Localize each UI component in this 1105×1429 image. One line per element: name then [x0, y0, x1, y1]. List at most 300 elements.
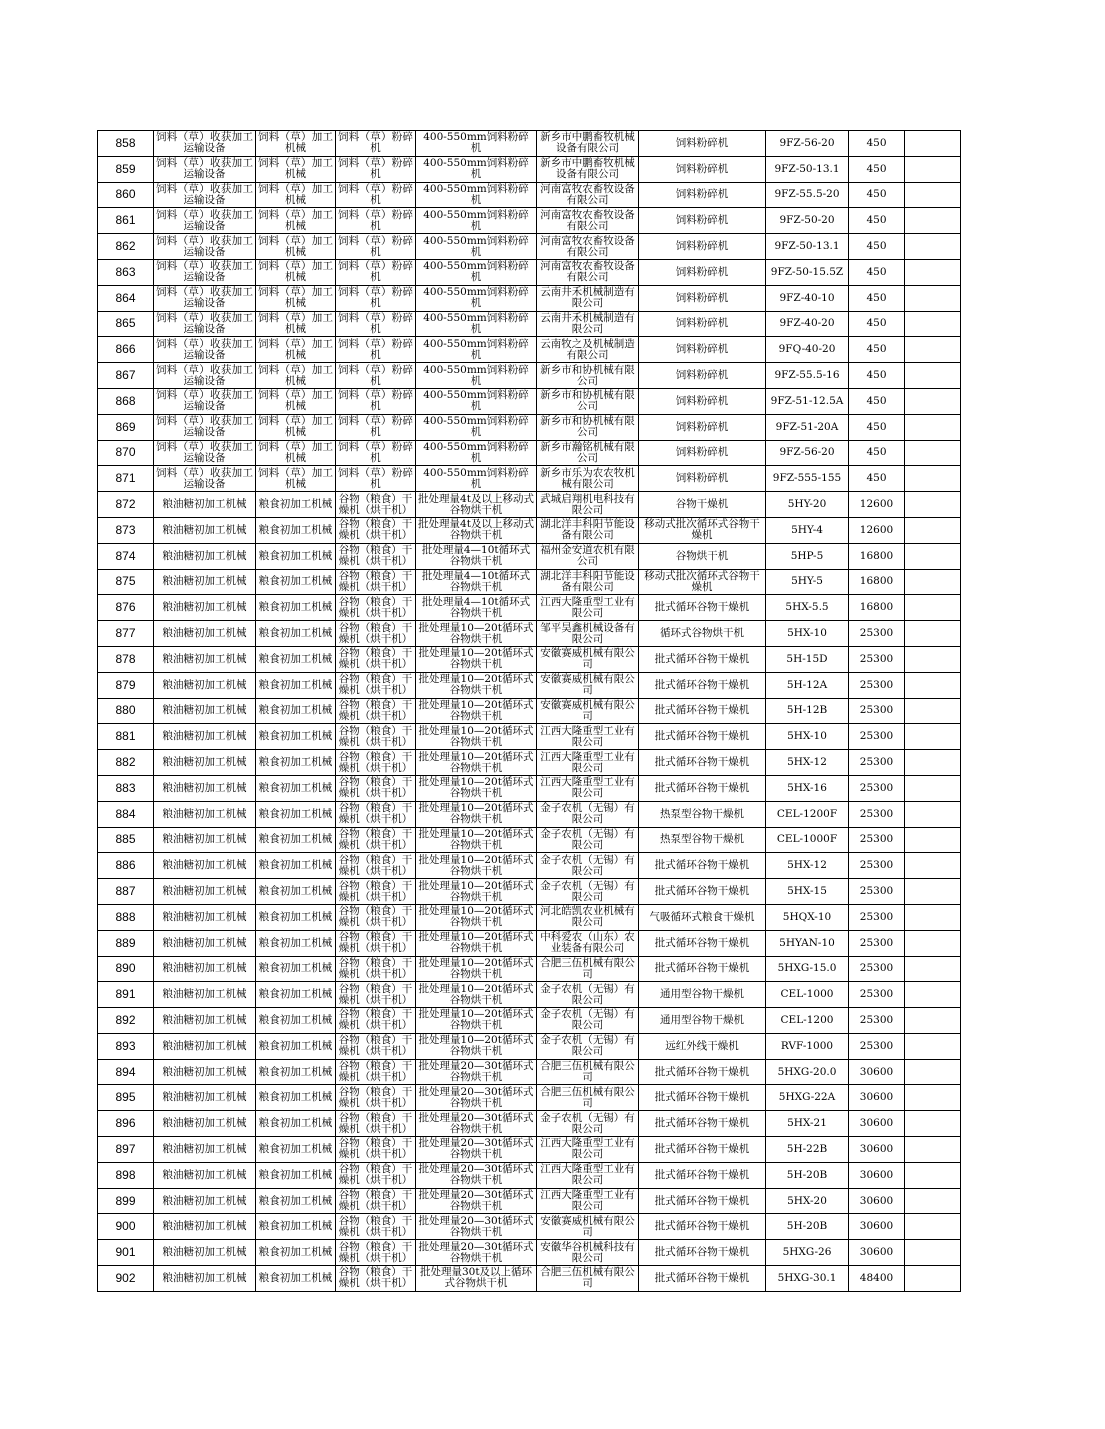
model-cell: 5H-20B — [766, 1162, 849, 1188]
item-cell: 饲料（草）粉碎机 — [336, 466, 416, 492]
row-number-cell: 896 — [98, 1111, 154, 1137]
manufacturer-cell: 湖北洋丰科阳节能设备有限公司 — [537, 517, 639, 543]
remark-cell — [905, 569, 961, 595]
remark-cell — [905, 646, 961, 672]
product-name-cell: 批式循环谷物干燥机 — [639, 1085, 766, 1111]
product-name-cell: 饲料粉碎机 — [639, 363, 766, 389]
subsidy-table — [97, 130, 961, 1292]
table-row — [98, 569, 961, 595]
subcategory-cell: 粮食初加工机械 — [256, 517, 336, 543]
category-cell: 粮油糖初加工机械 — [154, 569, 256, 595]
category-cell: 饲料（草）收获加工运输设备 — [154, 363, 256, 389]
remark-cell — [905, 259, 961, 285]
subcategory-cell: 粮食初加工机械 — [256, 1188, 336, 1214]
row-number-cell: 881 — [98, 724, 154, 750]
model-cell: 5HX-12 — [766, 750, 849, 776]
remark-cell — [905, 363, 961, 389]
row-number-cell: 864 — [98, 285, 154, 311]
subcategory-cell: 饲料（草）加工机械 — [256, 234, 336, 260]
subsidy-amount-cell: 12600 — [849, 517, 905, 543]
model-cell: 5H-15D — [766, 646, 849, 672]
row-number-cell: 870 — [98, 440, 154, 466]
subcategory-cell: 粮食初加工机械 — [256, 775, 336, 801]
table-row — [98, 879, 961, 905]
row-number-cell: 878 — [98, 646, 154, 672]
row-number-cell: 894 — [98, 1059, 154, 1085]
subsidy-amount-cell: 30600 — [849, 1162, 905, 1188]
product-name-cell: 批式循环谷物干燥机 — [639, 1162, 766, 1188]
table-row — [98, 801, 961, 827]
category-cell: 粮油糖初加工机械 — [154, 1008, 256, 1034]
subcategory-cell: 饲料（草）加工机械 — [256, 363, 336, 389]
subsidy-amount-cell: 450 — [849, 131, 905, 157]
row-number-cell: 871 — [98, 466, 154, 492]
category-cell: 粮油糖初加工机械 — [154, 1059, 256, 1085]
grade-cell: 批处理量20—30t循环式谷物烘干机 — [416, 1137, 537, 1163]
table-row — [98, 698, 961, 724]
manufacturer-cell: 江西大隆重型工业有限公司 — [537, 775, 639, 801]
subsidy-table-sheet — [97, 130, 961, 1292]
row-number-cell: 859 — [98, 156, 154, 182]
category-cell: 饲料（草）收获加工运输设备 — [154, 234, 256, 260]
remark-cell — [905, 285, 961, 311]
product-name-cell: 批式循环谷物干燥机 — [639, 879, 766, 905]
manufacturer-cell: 江西大隆重型工业有限公司 — [537, 750, 639, 776]
row-number-cell: 869 — [98, 414, 154, 440]
category-cell: 饲料（草）收获加工运输设备 — [154, 285, 256, 311]
grade-cell: 批处理量30t及以上循环式谷物烘干机 — [416, 1266, 537, 1292]
remark-cell — [905, 982, 961, 1008]
category-cell: 饲料（草）收获加工运输设备 — [154, 466, 256, 492]
grade-cell: 400-550mm饲料粉碎机 — [416, 440, 537, 466]
row-number-cell: 893 — [98, 1033, 154, 1059]
row-number-cell: 895 — [98, 1085, 154, 1111]
model-cell: 9FZ-55.5-20 — [766, 182, 849, 208]
grade-cell: 批处理量10—20t循环式谷物烘干机 — [416, 1008, 537, 1034]
category-cell: 粮油糖初加工机械 — [154, 1085, 256, 1111]
category-cell: 饲料（草）收获加工运输设备 — [154, 388, 256, 414]
item-cell: 谷物（粮食）干燥机（烘干机） — [336, 1266, 416, 1292]
product-name-cell: 批式循环谷物干燥机 — [639, 698, 766, 724]
grade-cell: 400-550mm饲料粉碎机 — [416, 285, 537, 311]
category-cell: 饲料（草）收获加工运输设备 — [154, 440, 256, 466]
remark-cell — [905, 621, 961, 647]
manufacturer-cell: 江西大隆重型工业有限公司 — [537, 1137, 639, 1163]
table-row — [98, 904, 961, 930]
category-cell: 饲料（草）收获加工运输设备 — [154, 131, 256, 157]
remark-cell — [905, 1008, 961, 1034]
product-name-cell: 热泵型谷物干燥机 — [639, 827, 766, 853]
model-cell: 5HX-10 — [766, 724, 849, 750]
manufacturer-cell: 江西大隆重型工业有限公司 — [537, 595, 639, 621]
subcategory-cell: 粮食初加工机械 — [256, 724, 336, 750]
item-cell: 饲料（草）粉碎机 — [336, 388, 416, 414]
item-cell: 饲料（草）粉碎机 — [336, 156, 416, 182]
subcategory-cell: 粮食初加工机械 — [256, 930, 336, 956]
category-cell: 粮油糖初加工机械 — [154, 750, 256, 776]
row-number-cell: 886 — [98, 853, 154, 879]
row-number-cell: 882 — [98, 750, 154, 776]
model-cell: 5H-20B — [766, 1214, 849, 1240]
row-number-cell: 885 — [98, 827, 154, 853]
subcategory-cell: 粮食初加工机械 — [256, 879, 336, 905]
category-cell: 粮油糖初加工机械 — [154, 1111, 256, 1137]
category-cell: 粮油糖初加工机械 — [154, 775, 256, 801]
item-cell: 谷物（粮食）干燥机（烘干机） — [336, 982, 416, 1008]
row-number-cell: 900 — [98, 1214, 154, 1240]
category-cell: 粮油糖初加工机械 — [154, 801, 256, 827]
item-cell: 饲料（草）粉碎机 — [336, 234, 416, 260]
subcategory-cell: 粮食初加工机械 — [256, 956, 336, 982]
subsidy-amount-cell: 30600 — [849, 1188, 905, 1214]
subcategory-cell: 粮食初加工机械 — [256, 1137, 336, 1163]
row-number-cell: 873 — [98, 517, 154, 543]
product-name-cell: 批式循环谷物干燥机 — [639, 1188, 766, 1214]
item-cell: 谷物（粮食）干燥机（烘干机） — [336, 1214, 416, 1240]
item-cell: 谷物（粮食）干燥机（烘干机） — [336, 956, 416, 982]
item-cell: 饲料（草）粉碎机 — [336, 363, 416, 389]
subsidy-amount-cell: 450 — [849, 440, 905, 466]
remark-cell — [905, 724, 961, 750]
subcategory-cell: 粮食初加工机械 — [256, 1085, 336, 1111]
subcategory-cell: 粮食初加工机械 — [256, 698, 336, 724]
remark-cell — [905, 1059, 961, 1085]
subcategory-cell: 饲料（草）加工机械 — [256, 466, 336, 492]
table-row — [98, 1137, 961, 1163]
product-name-cell: 饲料粉碎机 — [639, 182, 766, 208]
subcategory-cell: 粮食初加工机械 — [256, 569, 336, 595]
grade-cell: 批处理量20—30t循环式谷物烘干机 — [416, 1111, 537, 1137]
model-cell: 9FZ-51-12.5A — [766, 388, 849, 414]
subsidy-amount-cell: 450 — [849, 208, 905, 234]
model-cell: 5HXG-26 — [766, 1240, 849, 1266]
row-number-cell: 875 — [98, 569, 154, 595]
model-cell: 9FQ-40-20 — [766, 337, 849, 363]
remark-cell — [905, 543, 961, 569]
product-name-cell: 热泵型谷物干燥机 — [639, 801, 766, 827]
table-row — [98, 388, 961, 414]
subsidy-amount-cell: 25300 — [849, 775, 905, 801]
row-number-cell: 890 — [98, 956, 154, 982]
item-cell: 谷物（粮食）干燥机（烘干机） — [336, 1059, 416, 1085]
table-row — [98, 930, 961, 956]
item-cell: 饲料（草）粉碎机 — [336, 285, 416, 311]
subsidy-amount-cell: 450 — [849, 156, 905, 182]
subsidy-amount-cell: 30600 — [849, 1137, 905, 1163]
subsidy-amount-cell: 25300 — [849, 904, 905, 930]
subsidy-amount-cell: 30600 — [849, 1111, 905, 1137]
table-row — [98, 131, 961, 157]
grade-cell: 400-550mm饲料粉碎机 — [416, 363, 537, 389]
grade-cell: 批处理量10—20t循环式谷物烘干机 — [416, 646, 537, 672]
row-number-cell: 883 — [98, 775, 154, 801]
subsidy-amount-cell: 450 — [849, 285, 905, 311]
model-cell: 9FZ-50-13.1 — [766, 156, 849, 182]
item-cell: 谷物（粮食）干燥机（烘干机） — [336, 1033, 416, 1059]
subcategory-cell: 粮食初加工机械 — [256, 1059, 336, 1085]
product-name-cell: 批式循环谷物干燥机 — [639, 1137, 766, 1163]
product-name-cell: 批式循环谷物干燥机 — [639, 1111, 766, 1137]
model-cell: 5HY-20 — [766, 492, 849, 518]
model-cell: 9FZ-50-13.1 — [766, 234, 849, 260]
row-number-cell: 892 — [98, 1008, 154, 1034]
subsidy-amount-cell: 25300 — [849, 724, 905, 750]
grade-cell: 批处理量10—20t循环式谷物烘干机 — [416, 879, 537, 905]
manufacturer-cell: 安徽赛威机械有限公司 — [537, 1214, 639, 1240]
product-name-cell: 饲料粉碎机 — [639, 466, 766, 492]
table-row — [98, 1033, 961, 1059]
remark-cell — [905, 1162, 961, 1188]
table-row — [98, 337, 961, 363]
model-cell: 5HX-12 — [766, 853, 849, 879]
product-name-cell: 通用型谷物干燥机 — [639, 982, 766, 1008]
remark-cell — [905, 595, 961, 621]
remark-cell — [905, 517, 961, 543]
subcategory-cell: 饲料（草）加工机械 — [256, 208, 336, 234]
model-cell: 5HXG-22A — [766, 1085, 849, 1111]
manufacturer-cell: 安徽赛威机械有限公司 — [537, 698, 639, 724]
row-number-cell: 858 — [98, 131, 154, 157]
table-row — [98, 595, 961, 621]
subcategory-cell: 粮食初加工机械 — [256, 1008, 336, 1034]
category-cell: 粮油糖初加工机械 — [154, 646, 256, 672]
table-row — [98, 621, 961, 647]
subcategory-cell: 粮食初加工机械 — [256, 621, 336, 647]
product-name-cell: 饲料粉碎机 — [639, 440, 766, 466]
remark-cell — [905, 698, 961, 724]
remark-cell — [905, 956, 961, 982]
table-row — [98, 208, 961, 234]
subcategory-cell: 粮食初加工机械 — [256, 904, 336, 930]
subsidy-amount-cell: 450 — [849, 182, 905, 208]
subcategory-cell: 粮食初加工机械 — [256, 827, 336, 853]
row-number-cell: 872 — [98, 492, 154, 518]
product-name-cell: 饲料粉碎机 — [639, 311, 766, 337]
grade-cell: 400-550mm饲料粉碎机 — [416, 466, 537, 492]
model-cell: 5H-12A — [766, 672, 849, 698]
category-cell: 饲料（草）收获加工运输设备 — [154, 311, 256, 337]
item-cell: 谷物（粮食）干燥机（烘干机） — [336, 724, 416, 750]
category-cell: 饲料（草）收获加工运输设备 — [154, 156, 256, 182]
table-row — [98, 1240, 961, 1266]
category-cell: 粮油糖初加工机械 — [154, 1266, 256, 1292]
manufacturer-cell: 金子农机（无锡）有限公司 — [537, 827, 639, 853]
table-row — [98, 363, 961, 389]
subcategory-cell: 粮食初加工机械 — [256, 982, 336, 1008]
grade-cell: 批处理量10—20t循环式谷物烘干机 — [416, 930, 537, 956]
category-cell: 粮油糖初加工机械 — [154, 1214, 256, 1240]
category-cell: 粮油糖初加工机械 — [154, 672, 256, 698]
manufacturer-cell: 云南井禾机械制造有限公司 — [537, 285, 639, 311]
row-number-cell: 865 — [98, 311, 154, 337]
remark-cell — [905, 182, 961, 208]
table-row — [98, 646, 961, 672]
row-number-cell: 899 — [98, 1188, 154, 1214]
subsidy-amount-cell: 25300 — [849, 1008, 905, 1034]
manufacturer-cell: 新乡市中鹏畜牧机械设备有限公司 — [537, 131, 639, 157]
item-cell: 谷物（粮食）干燥机（烘干机） — [336, 750, 416, 776]
item-cell: 谷物（粮食）干燥机（烘干机） — [336, 543, 416, 569]
item-cell: 谷物（粮食）干燥机（烘干机） — [336, 827, 416, 853]
item-cell: 饲料（草）粉碎机 — [336, 414, 416, 440]
product-name-cell: 批式循环谷物干燥机 — [639, 595, 766, 621]
remark-cell — [905, 388, 961, 414]
subsidy-amount-cell: 450 — [849, 311, 905, 337]
product-name-cell: 移动式批次循环式谷物干燥机 — [639, 569, 766, 595]
subcategory-cell: 粮食初加工机械 — [256, 1266, 336, 1292]
grade-cell: 400-550mm饲料粉碎机 — [416, 311, 537, 337]
subcategory-cell: 饲料（草）加工机械 — [256, 337, 336, 363]
subsidy-amount-cell: 16800 — [849, 569, 905, 595]
remark-cell — [905, 930, 961, 956]
manufacturer-cell: 河南富牧农畜牧设备有限公司 — [537, 234, 639, 260]
grade-cell: 批处理量10—20t循环式谷物烘干机 — [416, 827, 537, 853]
manufacturer-cell: 福州金安道农机有限公司 — [537, 543, 639, 569]
category-cell: 粮油糖初加工机械 — [154, 827, 256, 853]
grade-cell: 400-550mm饲料粉碎机 — [416, 208, 537, 234]
grade-cell: 400-550mm饲料粉碎机 — [416, 131, 537, 157]
subsidy-amount-cell: 450 — [849, 259, 905, 285]
subsidy-amount-cell: 25300 — [849, 750, 905, 776]
table-row — [98, 414, 961, 440]
table-row — [98, 466, 961, 492]
manufacturer-cell: 河北皓凯农业机械有限公司 — [537, 904, 639, 930]
row-number-cell: 884 — [98, 801, 154, 827]
grade-cell: 400-550mm饲料粉碎机 — [416, 414, 537, 440]
item-cell: 谷物（粮食）干燥机（烘干机） — [336, 775, 416, 801]
subcategory-cell: 饲料（草）加工机械 — [256, 388, 336, 414]
table-row — [98, 1008, 961, 1034]
table-row — [98, 775, 961, 801]
product-name-cell: 批式循环谷物干燥机 — [639, 1240, 766, 1266]
model-cell: 5HY-4 — [766, 517, 849, 543]
model-cell: RVF-1000 — [766, 1033, 849, 1059]
grade-cell: 批处理量20—30t循环式谷物烘干机 — [416, 1240, 537, 1266]
manufacturer-cell: 河南富牧农畜牧设备有限公司 — [537, 208, 639, 234]
row-number-cell: 901 — [98, 1240, 154, 1266]
model-cell: 5HX-16 — [766, 775, 849, 801]
model-cell: 5HX-15 — [766, 879, 849, 905]
item-cell: 谷物（粮食）干燥机（烘干机） — [336, 930, 416, 956]
product-name-cell: 饲料粉碎机 — [639, 259, 766, 285]
remark-cell — [905, 750, 961, 776]
table-row — [98, 182, 961, 208]
table-row — [98, 1111, 961, 1137]
grade-cell: 批处理量10—20t循环式谷物烘干机 — [416, 775, 537, 801]
subsidy-amount-cell: 30600 — [849, 1240, 905, 1266]
product-name-cell: 批式循环谷物干燥机 — [639, 956, 766, 982]
category-cell: 粮油糖初加工机械 — [154, 1188, 256, 1214]
table-body — [98, 131, 961, 1292]
model-cell: 5HY-5 — [766, 569, 849, 595]
model-cell: 5H-12B — [766, 698, 849, 724]
model-cell: 9FZ-555-155 — [766, 466, 849, 492]
grade-cell: 批处理量4—10t循环式谷物烘干机 — [416, 595, 537, 621]
subcategory-cell: 饲料（草）加工机械 — [256, 414, 336, 440]
category-cell: 饲料（草）收获加工运输设备 — [154, 208, 256, 234]
subsidy-amount-cell: 450 — [849, 466, 905, 492]
grade-cell: 400-550mm饲料粉碎机 — [416, 337, 537, 363]
subcategory-cell: 饲料（草）加工机械 — [256, 259, 336, 285]
remark-cell — [905, 1214, 961, 1240]
grade-cell: 批处理量10—20t循环式谷物烘干机 — [416, 621, 537, 647]
grade-cell: 批处理量10—20t循环式谷物烘干机 — [416, 801, 537, 827]
model-cell: 9FZ-56-20 — [766, 440, 849, 466]
subsidy-amount-cell: 450 — [849, 234, 905, 260]
remark-cell — [905, 904, 961, 930]
remark-cell — [905, 466, 961, 492]
subsidy-amount-cell: 450 — [849, 337, 905, 363]
row-number-cell: 867 — [98, 363, 154, 389]
grade-cell: 批处理量20—30t循环式谷物烘干机 — [416, 1214, 537, 1240]
item-cell: 谷物（粮食）干燥机（烘干机） — [336, 517, 416, 543]
grade-cell: 400-550mm饲料粉碎机 — [416, 259, 537, 285]
grade-cell: 批处理量10—20t循环式谷物烘干机 — [416, 1033, 537, 1059]
manufacturer-cell: 中科爱农（山东）农业装备有限公司 — [537, 930, 639, 956]
category-cell: 粮油糖初加工机械 — [154, 1033, 256, 1059]
model-cell: 5HXG-20.0 — [766, 1059, 849, 1085]
product-name-cell: 批式循环谷物干燥机 — [639, 1059, 766, 1085]
table-row — [98, 1085, 961, 1111]
subcategory-cell: 饲料（草）加工机械 — [256, 131, 336, 157]
item-cell: 饲料（草）粉碎机 — [336, 311, 416, 337]
manufacturer-cell: 新乡市和协机械有限公司 — [537, 414, 639, 440]
table-row — [98, 724, 961, 750]
model-cell: 9FZ-51-20A — [766, 414, 849, 440]
item-cell: 饲料（草）粉碎机 — [336, 440, 416, 466]
manufacturer-cell: 新乡市和协机械有限公司 — [537, 363, 639, 389]
item-cell: 谷物（粮食）干燥机（烘干机） — [336, 1111, 416, 1137]
grade-cell: 批处理量4—10t循环式谷物烘干机 — [416, 543, 537, 569]
item-cell: 谷物（粮食）干燥机（烘干机） — [336, 646, 416, 672]
table-row — [98, 517, 961, 543]
model-cell: 5HQX-10 — [766, 904, 849, 930]
product-name-cell: 气吸循环式粮食干燥机 — [639, 904, 766, 930]
item-cell: 谷物（粮食）干燥机（烘干机） — [336, 879, 416, 905]
subsidy-amount-cell: 25300 — [849, 982, 905, 1008]
subsidy-amount-cell: 25300 — [849, 672, 905, 698]
grade-cell: 批处理量10—20t循环式谷物烘干机 — [416, 672, 537, 698]
table-row — [98, 285, 961, 311]
category-cell: 粮油糖初加工机械 — [154, 595, 256, 621]
manufacturer-cell: 金子农机（无锡）有限公司 — [537, 853, 639, 879]
model-cell: 5H-22B — [766, 1137, 849, 1163]
table-row — [98, 750, 961, 776]
table-row — [98, 1266, 961, 1292]
category-cell: 粮油糖初加工机械 — [154, 879, 256, 905]
manufacturer-cell: 邹平昊鑫机械设备有限公司 — [537, 621, 639, 647]
grade-cell: 批处理量4t及以上移动式谷物烘干机 — [416, 517, 537, 543]
remark-cell — [905, 492, 961, 518]
remark-cell — [905, 1266, 961, 1292]
product-name-cell: 批式循环谷物干燥机 — [639, 1266, 766, 1292]
grade-cell: 批处理量10—20t循环式谷物烘干机 — [416, 698, 537, 724]
manufacturer-cell: 云南井禾机械制造有限公司 — [537, 311, 639, 337]
table-row — [98, 234, 961, 260]
model-cell: 5HX-21 — [766, 1111, 849, 1137]
subcategory-cell: 粮食初加工机械 — [256, 1033, 336, 1059]
grade-cell: 批处理量10—20t循环式谷物烘干机 — [416, 904, 537, 930]
product-name-cell: 循环式谷物烘干机 — [639, 621, 766, 647]
subsidy-amount-cell: 12600 — [849, 492, 905, 518]
subcategory-cell: 粮食初加工机械 — [256, 672, 336, 698]
model-cell: 9FZ-50-20 — [766, 208, 849, 234]
subcategory-cell: 粮食初加工机械 — [256, 543, 336, 569]
manufacturer-cell: 合肥三伍机械有限公司 — [537, 1266, 639, 1292]
category-cell: 饲料（草）收获加工运输设备 — [154, 182, 256, 208]
subcategory-cell: 粮食初加工机械 — [256, 1214, 336, 1240]
product-name-cell: 批式循环谷物干燥机 — [639, 1214, 766, 1240]
